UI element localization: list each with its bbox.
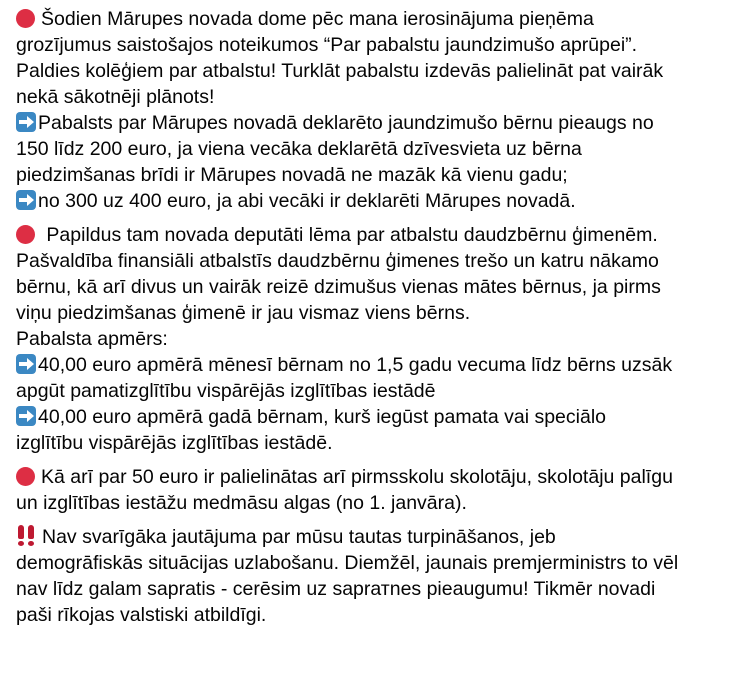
text-line [16, 404, 735, 430]
text-span: Kā arī par 50 euro ir palielinātas arī pirmsskolu skolotāju, skolotāju palīgu [41, 466, 673, 488]
text-line: Pabalsta apmērs: [16, 328, 168, 350]
paragraph-child-allowance [16, 6, 735, 214]
text-span: Nav svarīgāka jautājuma par mūsu tautas turpināšanos, jeb [42, 526, 556, 548]
text-span: Šodien Mārupes novada dome pēc mana ierosinājuma pieņēma [41, 8, 594, 30]
text-line: nekā sākotnēji plānots! [16, 86, 215, 108]
text-line: demogrāfiskās situācijas uzlabošanu. Diemžēl, jaunais premjerministrs to vēl [16, 552, 679, 574]
right-arrow-icon [16, 190, 36, 210]
text-line: viņu piedzimšanas ģimenē ir jau vismaz viens bērns. [16, 302, 471, 324]
text-line: nav līdz galam sapratis - cerēsim uz saprатnes pieaugumu! Tikmēr novadi [16, 578, 656, 600]
paragraph-large-families [16, 222, 735, 456]
text-line [16, 188, 735, 214]
paragraph-demography [16, 524, 735, 628]
text-line: 150 līdz 200 euro, ja viena vecāka deklarētā dzīvesvieta uz bērna [16, 138, 582, 160]
text-span: no 300 uz 400 euro, ja abi vecāki ir deklarēti Mārupes novadā. [38, 190, 576, 212]
right-arrow-icon [16, 112, 36, 132]
text-line [16, 464, 735, 490]
text-line: izglītību vispārējās izglītības iestādē. [16, 432, 333, 454]
text-line: apgūt pamatizglītību vispārējās izglītības iestādē [16, 380, 436, 402]
right-arrow-icon [16, 406, 36, 426]
text-span: 40,00 euro apmērā gadā bērnam, kurš iegūst pamata vai speciālo [38, 406, 607, 428]
text-line: piedzimšanas brīdi ir Mārupes novadā ne mazāk kā vienu gadu; [16, 164, 568, 186]
text-line [16, 222, 735, 248]
text-line: paši rīkojas valstiski atbildīgi. [16, 604, 267, 626]
text-line [16, 352, 735, 378]
text-line: grozījumus saistošajos noteikumos “Par pabalstu jaundzimušo aprūpei”. [16, 34, 638, 56]
text-line [16, 6, 735, 32]
text-line [16, 524, 735, 550]
text-line: un izglītības iestāžu medmāsu algas (no 1. janvāra). [16, 492, 467, 514]
red-circle-icon [16, 467, 35, 486]
text-line: Paldies kolēģiem par atbalstu! Turklāt pabalstu izdevās palielināt pat vairāk [16, 60, 664, 82]
right-arrow-icon [16, 354, 36, 374]
red-circle-icon [16, 225, 35, 244]
text-span: 40,00 euro apmērā mēnesī bērnam no 1,5 gadu vecuma līdz bērns uzsāk [38, 354, 673, 376]
text-line: Pašvaldība finansiāli atbalstīs daudzbērnu ģimenes trešo un katru nākamo [16, 250, 659, 272]
text-span: Pabalsts par Mārupes novadā deklarēto jaundzimušo bērnu pieaugs no [38, 112, 654, 134]
paragraph-salaries [16, 464, 735, 516]
text-line: bērnu, kā arī divus un vairāk reizē dzimušus vienas mātes bērnus, ja pirms [16, 276, 661, 298]
text-span: Papildus tam novada deputāti lēma par atbalstu daudzbērnu ģimenēm. [41, 224, 658, 246]
red-circle-icon [16, 9, 35, 28]
text-line [16, 110, 735, 136]
double-exclamation-icon [16, 525, 38, 546]
